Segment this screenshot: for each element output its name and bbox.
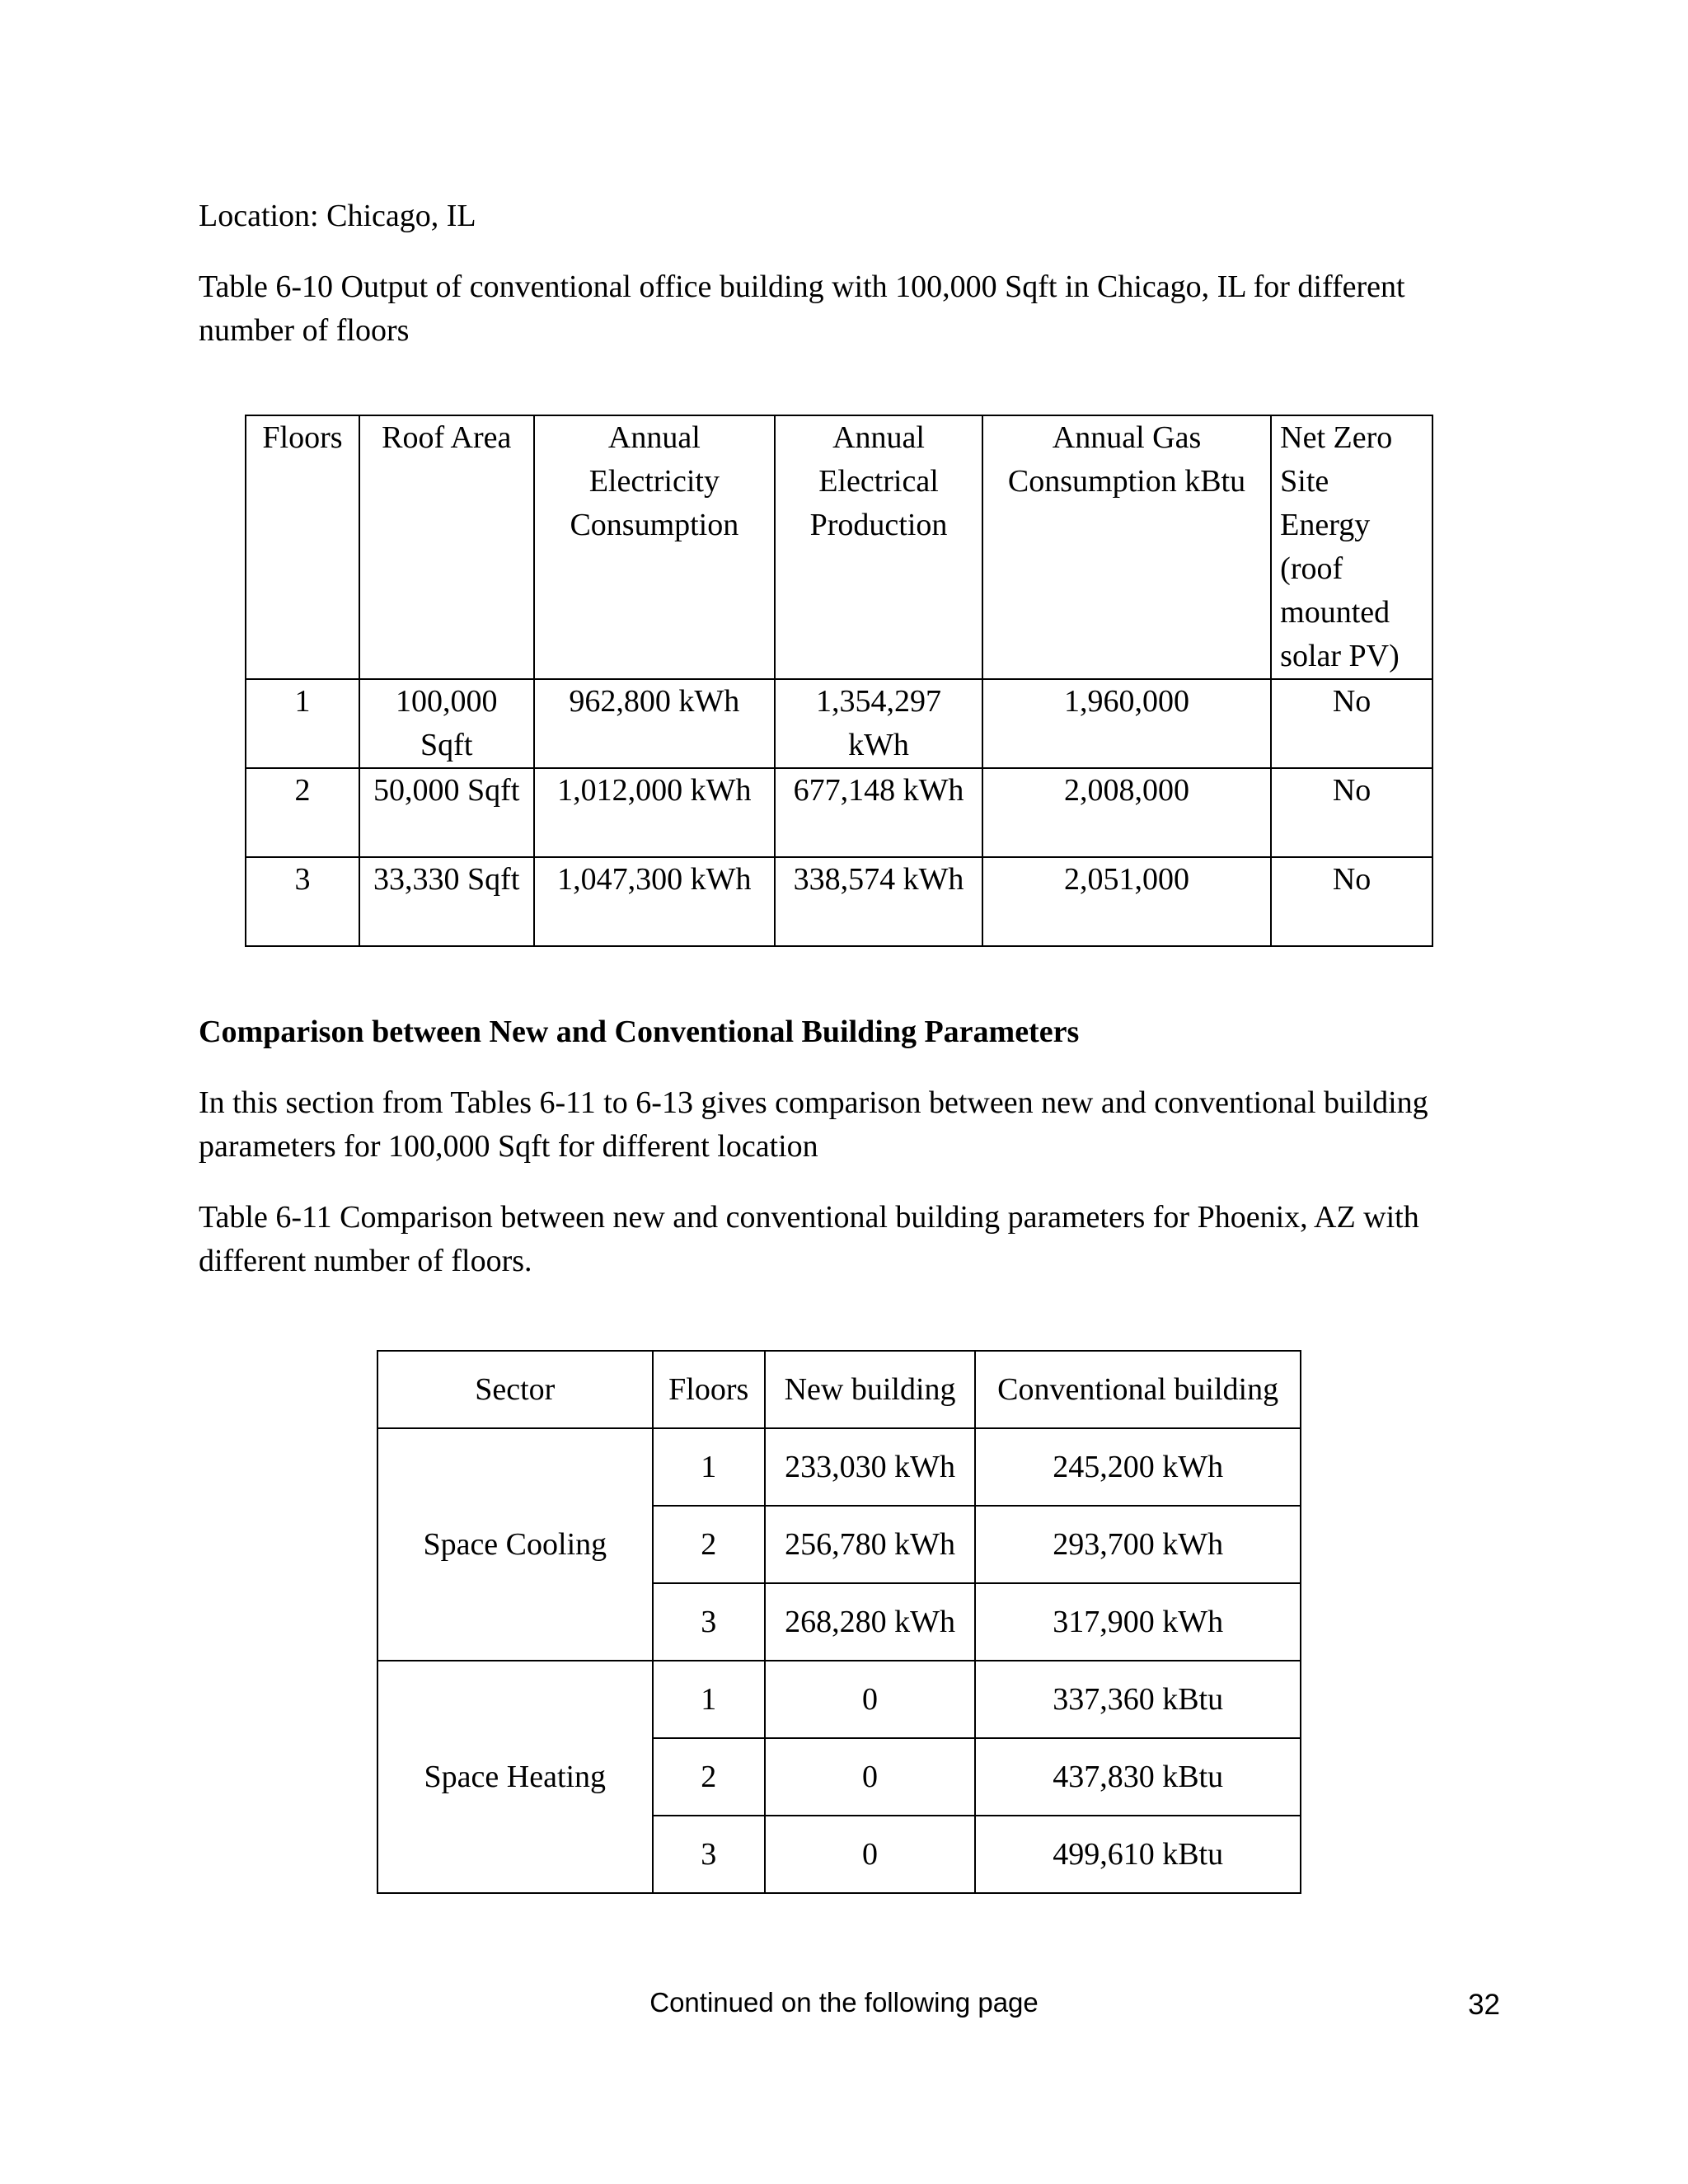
table-610-header-row [246, 415, 1432, 679]
cell-sector: Space Heating [377, 1661, 653, 1893]
cell-gas: 1,960,000 [982, 679, 1271, 768]
cell-production: 1,354,297 kWh [775, 679, 982, 768]
intro-paragraph: In this section from Tables 6-11 to 6-13 gives comparison between new and conventional building parameters for 100,000 Sqft for different location [199, 1085, 1428, 1164]
cell-floors: 1 [653, 1428, 765, 1506]
cell-conventional-building: 293,700 kWh [975, 1506, 1301, 1583]
cell-conventional-building: 245,200 kWh [975, 1428, 1301, 1506]
table-row [246, 768, 1432, 857]
page-number: 32 [1468, 1989, 1500, 2021]
cell-floors: 1 [653, 1661, 765, 1738]
col-header-sector: Sector [377, 1351, 653, 1428]
cell-new-building: 268,280 kWh [765, 1583, 975, 1661]
cell-production: 338,574 kWh [775, 857, 982, 946]
cell-floors: 2 [653, 1506, 765, 1583]
table-611-caption: Table 6-11 Comparison between new and conventional building parameters for Phoenix, AZ with different number of floors. [199, 1200, 1419, 1278]
cell-floors: 3 [653, 1816, 765, 1893]
table-row [246, 857, 1432, 946]
cell-new-building: 256,780 kWh [765, 1506, 975, 1583]
table-610-caption: Table 6-10 Output of conventional office building with 100,000 Sqft in Chicago, IL for different number of floors [199, 269, 1405, 348]
cell-floors: 2 [653, 1738, 765, 1816]
cell-new-building: 0 [765, 1816, 975, 1893]
cell-floors: 3 [653, 1583, 765, 1661]
cell-gas: 2,008,000 [982, 768, 1271, 857]
cell-gas: 2,051,000 [982, 857, 1271, 946]
cell-consumption: 1,012,000 kWh [534, 768, 776, 857]
col-header-floors: Floors [653, 1351, 765, 1428]
table-row [377, 1661, 1301, 1738]
table-row [377, 1428, 1301, 1506]
cell-floors: 3 [246, 857, 359, 946]
col-header-new-building: New building [765, 1351, 975, 1428]
cell-roof-area: 100,000 Sqft [359, 679, 534, 768]
col-header-annual-gas-consumption: Annual Gas Consumption kBtu [982, 415, 1271, 679]
cell-roof-area: 50,000 Sqft [359, 768, 534, 857]
location-line: Location: Chicago, IL [199, 199, 476, 233]
cell-floors: 1 [246, 679, 359, 768]
cell-sector: Space Cooling [377, 1428, 653, 1661]
col-header-annual-electrical-production: Annual Electrical Production [775, 415, 982, 679]
table-611 [377, 1350, 1301, 1894]
cell-consumption: 1,047,300 kWh [534, 857, 776, 946]
cell-conventional-building: 437,830 kBtu [975, 1738, 1301, 1816]
cell-conventional-building: 499,610 kBtu [975, 1816, 1301, 1893]
cell-floors: 2 [246, 768, 359, 857]
cell-conventional-building: 317,900 kWh [975, 1583, 1301, 1661]
cell-new-building: 0 [765, 1738, 975, 1816]
col-header-annual-electricity-consumption: Annual Electricity Consumption [534, 415, 776, 679]
cell-roof-area: 33,330 Sqft [359, 857, 534, 946]
cell-production: 677,148 kWh [775, 768, 982, 857]
cell-net-zero: No [1271, 679, 1432, 768]
section-heading: Comparison between New and Conventional Building Parameters [199, 1015, 1080, 1049]
table-611-header-row [377, 1351, 1301, 1428]
cell-net-zero: No [1271, 857, 1432, 946]
cell-new-building: 0 [765, 1661, 975, 1738]
cell-conventional-building: 337,360 kBtu [975, 1661, 1301, 1738]
cell-net-zero: No [1271, 768, 1432, 857]
table-row [246, 679, 1432, 768]
table-610 [245, 415, 1433, 947]
continued-note: Continued on the following page [649, 1987, 1039, 2018]
col-header-conventional-building: Conventional building [975, 1351, 1301, 1428]
col-header-floors: Floors [246, 415, 359, 679]
cell-new-building: 233,030 kWh [765, 1428, 975, 1506]
cell-consumption: 962,800 kWh [534, 679, 776, 768]
col-header-roof-area: Roof Area [359, 415, 534, 679]
col-header-net-zero: Net Zero Site Energy (roof mounted solar PV) [1271, 415, 1432, 679]
